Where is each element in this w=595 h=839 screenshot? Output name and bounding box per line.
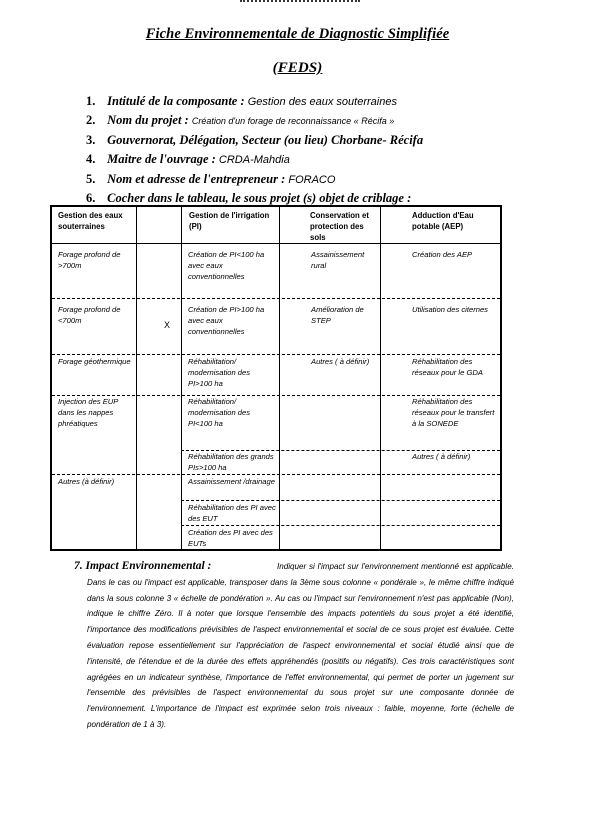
item-number: 3. xyxy=(86,132,96,147)
info-list xyxy=(86,92,586,208)
cell-rehab-pi-eut: Réhabilitation des PI avec des EUT xyxy=(188,503,276,523)
cell-creation-pi-100-moins: Création de PI<100 ha avec eaux conventionnelles xyxy=(188,250,265,281)
col-divider xyxy=(136,207,137,549)
item-number: 2. xyxy=(86,113,96,128)
row-divider xyxy=(52,354,500,355)
row-divider xyxy=(52,474,500,475)
col-divider xyxy=(279,207,280,549)
row-divider xyxy=(181,525,500,526)
cell-rehab-pi-100-plus: Réhabilitation/ modernisation des PI>100 ha xyxy=(188,357,251,388)
info-item-maitre-ouvrage xyxy=(86,150,586,169)
section7-body: Indiquer si l'impact sur l'environnement mentionné est applicable. Dans le cas ou l'impact est applicable, transposer dans la 3ème sous colonne « pondérale », le même chiffre indiqué dans la sous colonne 3 « échelle de pondération ». Au cas ou l'impact sur l'environnement n'est pas applicable (Non), indique le chiffre Zéro. Il à noter que lorsque l'ensemble des impacts potentiels du sous projet a été identifié, l'importance des modifications prévisibles de l'aspect environnemental et social de ce sous projet est évaluée. Cette évaluation repose essentiellement sur l'appréciation de l'aspect environnemental et social étudié ainsi que de l'intensité, de l'étendue et de la durée des effets appréhendés (positifs ou négatifs). Ces trois caractéristiques sont agrégées en un indicateur synthèse, l'importance de l'effet environnemental, qui permet de porter un jugement sur l'ensemble des prévisibles de l'aspect environnemental du sous projet sur une composante donnée de l'environnement. L'importance de l'impact est exprimée selon trois niveaux : faible, moyenne, forte (échelle de pondération de 1 à 3). xyxy=(87,562,514,729)
section7-heading: 7. Impact Environnemental : xyxy=(74,560,212,572)
item-label: Nom du projet : xyxy=(107,113,189,128)
cell-forage-geothermique: Forage géothermique xyxy=(58,357,131,366)
cell-rehab-reseaux-gda: Réhabilitation des réseaux pour le GDA xyxy=(412,357,483,377)
header-aep: Adduction d'Eau potable (AEP) xyxy=(412,211,474,231)
header-conservation: Conservation et protection des sols xyxy=(310,211,369,242)
check-mark: X xyxy=(164,320,171,330)
item-number: 5. xyxy=(86,171,96,186)
item-label: Cocher dans le tableau, le sous projet (s) objet de criblage : xyxy=(107,190,412,205)
top-dotted-line xyxy=(240,0,360,2)
row-divider xyxy=(181,500,500,501)
item-value: CRDA-Mahdia xyxy=(218,154,290,167)
cell-rehab-grands-pi: Réhabilitation des grands PIs>100 ha xyxy=(188,452,274,472)
info-item-composante xyxy=(86,92,586,111)
item-number: 4. xyxy=(86,152,96,167)
cell-forage-700-moins: Forage profond de <700m xyxy=(58,305,121,325)
item-value: Création d'un forage de reconnaissance « Récifa » xyxy=(191,116,395,127)
cell-forage-700-plus: Forage profond de >700m xyxy=(58,250,121,270)
cell-autres-col3: Autres ( à définir) xyxy=(311,357,370,366)
header-irrigation: Gestion de l'irrigation (PI) xyxy=(189,211,270,231)
info-item-projet xyxy=(86,111,586,130)
item-label: Nom et adresse de l'entrepreneur : xyxy=(107,171,286,186)
cell-autres-col1: Autres (à définir) xyxy=(58,477,115,486)
cell-assainissement-drainage: Assainissement /drainage xyxy=(188,477,275,486)
cell-utilisation-citernes: Utilisation des citernes xyxy=(412,305,488,314)
cell-rehab-reseaux-sonede: Réhabilitation des réseaux pour le transfert à la SONEDE xyxy=(412,397,495,428)
item-label: Maitre de l'ouvrage : xyxy=(107,152,216,167)
cell-injection-eup: Injection des EUP dans les nappes phréatiques xyxy=(58,397,119,428)
cell-creation-pi-eut: Création des PI avec des EUTs xyxy=(188,528,273,548)
item-label: Gouvernorat, Délégation, Secteur (ou lieu) Chorbane- Récifa xyxy=(107,132,424,147)
item-label: Intitulé de la composante : xyxy=(107,94,245,108)
cell-creation-aep: Création des AEP xyxy=(412,250,473,259)
section-impact-environnemental xyxy=(74,560,514,733)
item-number: 1. xyxy=(86,94,96,108)
cell-assainissement-rural: Assainissement rural xyxy=(311,250,365,270)
cell-amelioration-step: Amélioration de STEP xyxy=(311,305,364,325)
info-item-gouvernorat xyxy=(86,131,586,150)
row-divider xyxy=(52,243,500,244)
col-divider xyxy=(380,207,381,549)
item-value: Gestion des eaux souterraines xyxy=(247,96,397,108)
document-subtitle: (FEDS) xyxy=(272,60,323,76)
cell-autres-col4: Autres ( à définir) xyxy=(412,452,471,461)
cell-rehab-pi-100-moins: Réhabilitation/ modernisation des PI<100 ha xyxy=(188,397,251,428)
row-divider xyxy=(52,298,500,299)
item-value: FORACO xyxy=(288,173,336,186)
header-gestion-eaux: Gestion des eaux souterraines xyxy=(58,211,123,231)
col-divider xyxy=(181,207,182,549)
screening-table xyxy=(50,205,502,551)
cell-creation-pi-100-plus: Création de PI>100 ha avec eaux conventionnelles xyxy=(188,305,265,336)
document-title: Fiche Environnementale de Diagnostic Simplifiée xyxy=(145,26,450,42)
info-item-entrepreneur xyxy=(86,170,586,189)
item-number: 6. xyxy=(86,190,96,205)
